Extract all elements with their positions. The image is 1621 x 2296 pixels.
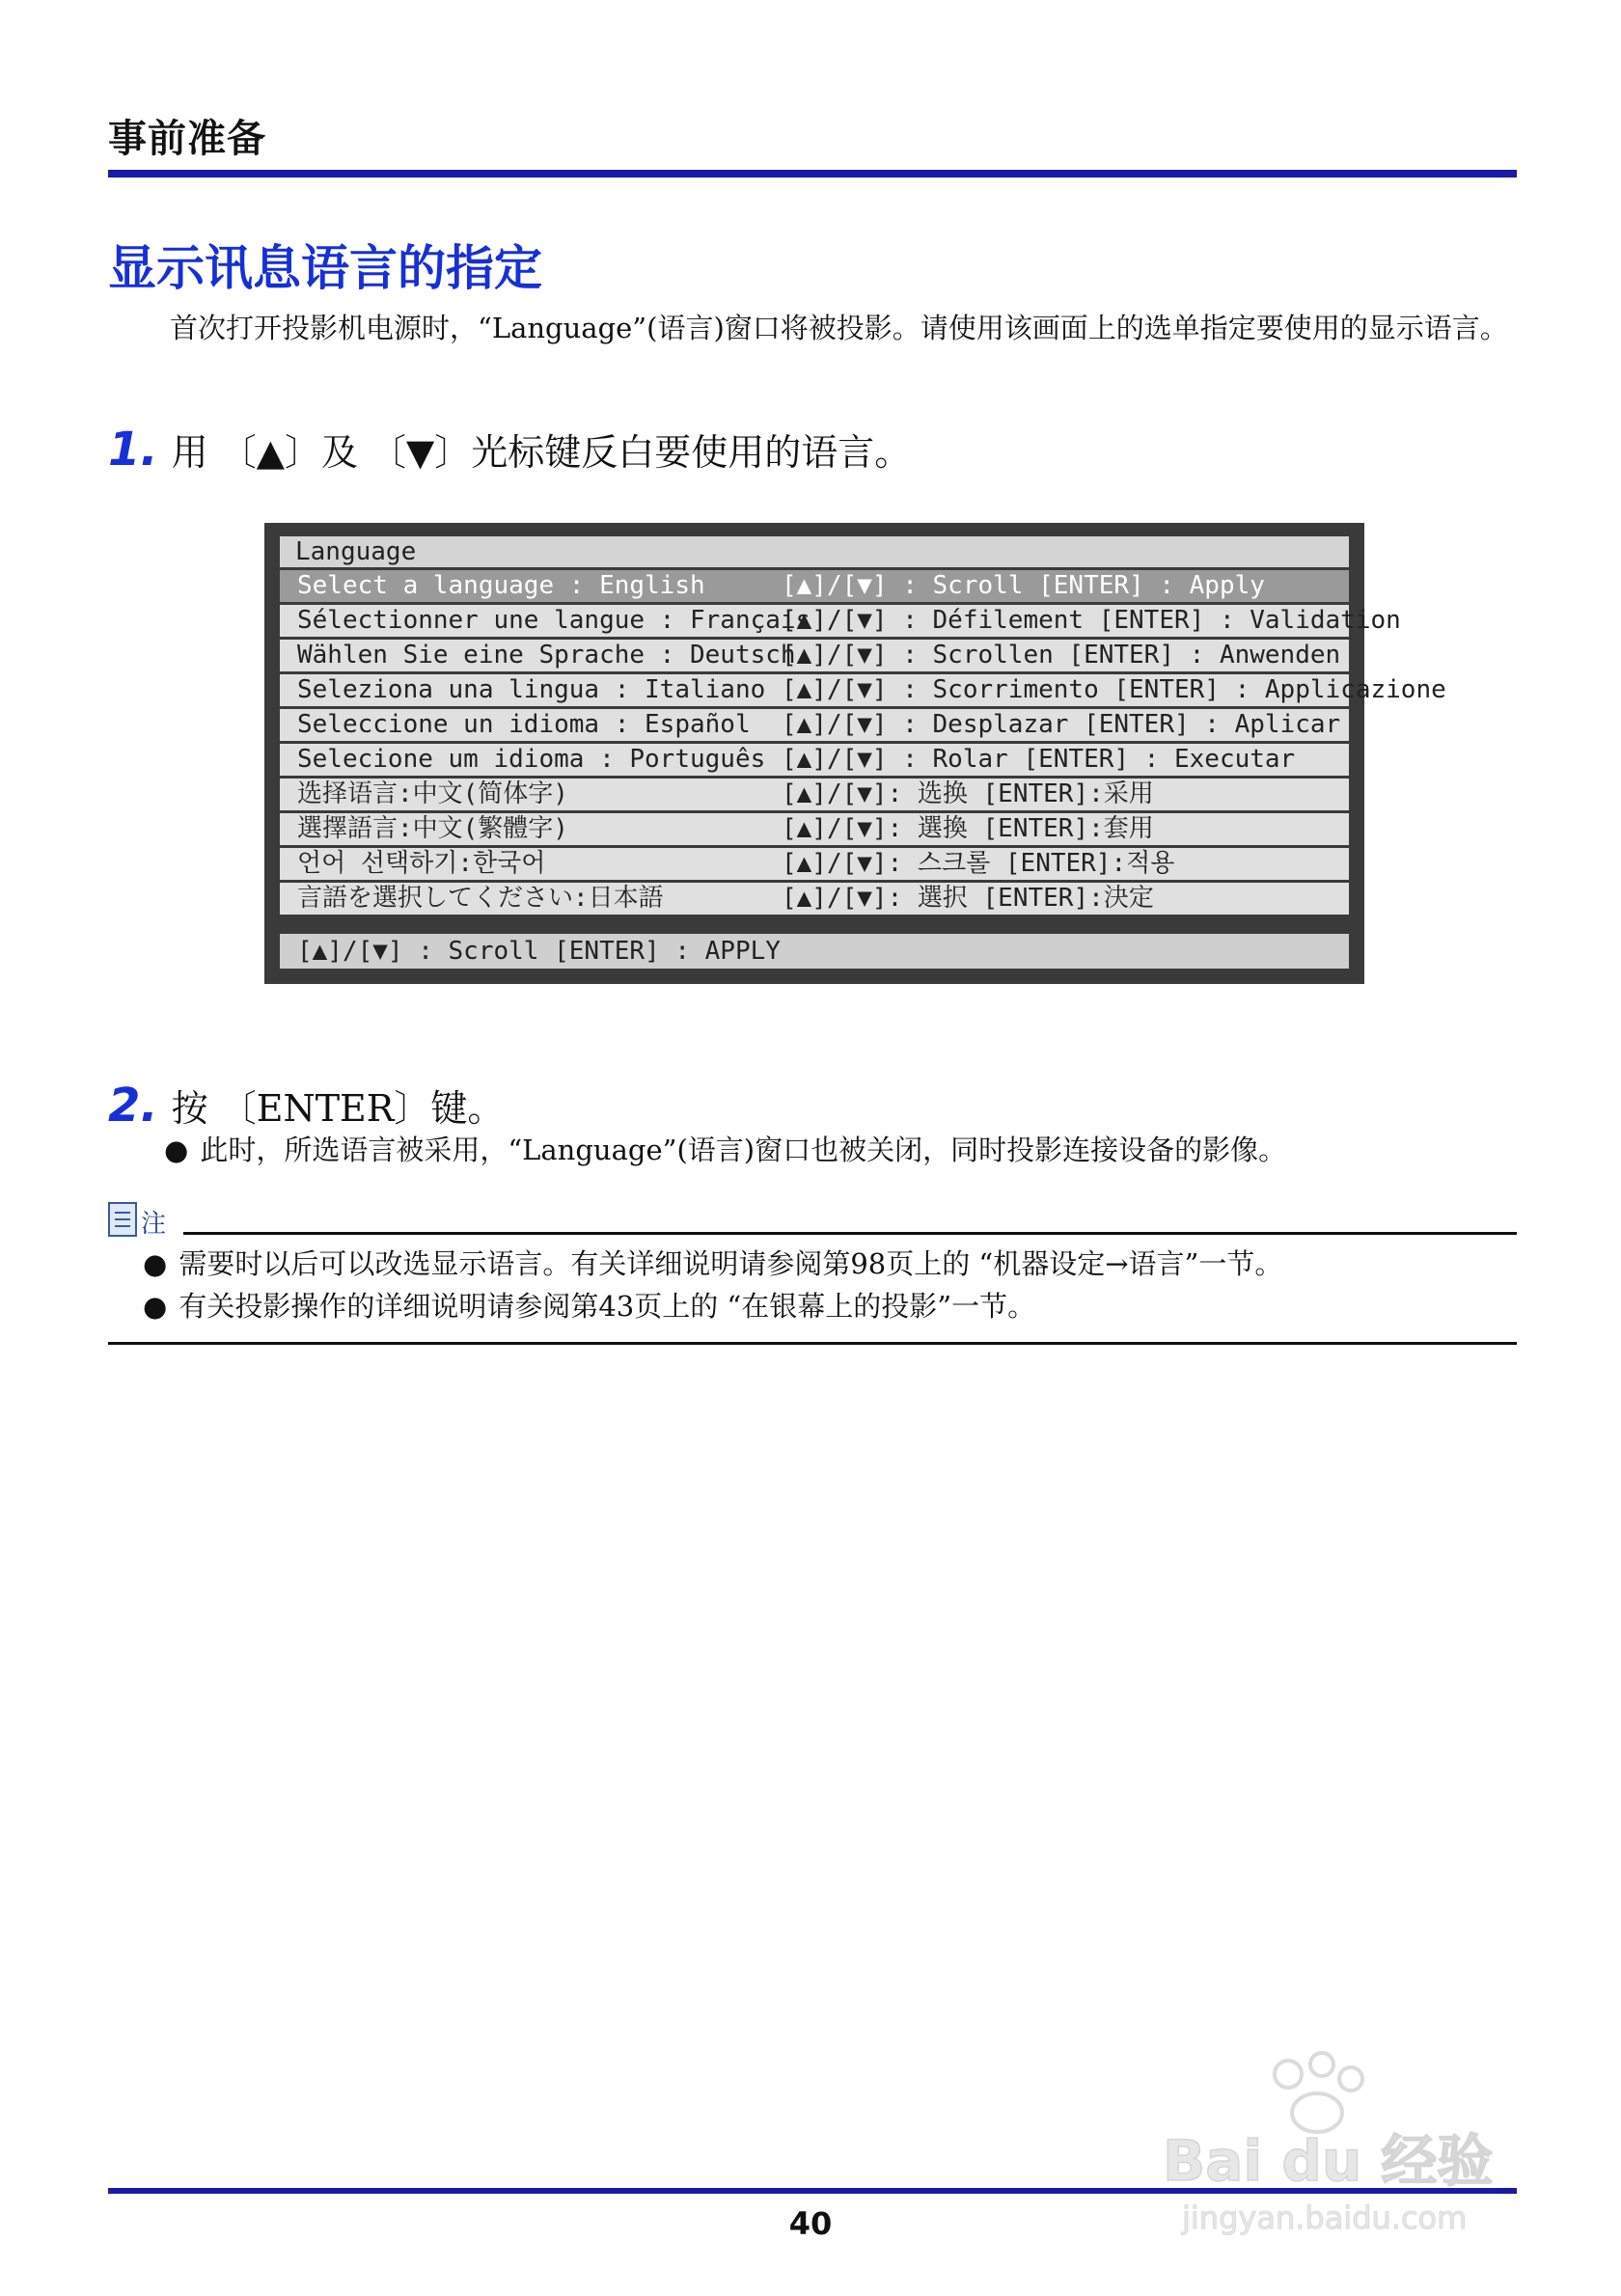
language-dialog [280,536,1446,969]
note-header [108,1202,166,1237]
language-option-label: Seleccione un idioma : Español [297,710,751,739]
language-option [280,744,1349,776]
language-option-keys: [▲]/[▼] : Scroll [ENTER] : Apply [782,571,1265,600]
page-number: 40 [788,2205,833,2242]
language-option [280,779,1349,810]
language-option-keys: [▲]/[▼] : Scrollen [ENTER] : Anwenden [782,641,1341,670]
language-option [280,883,1349,915]
note-rule-bottom [108,1342,1517,1345]
note-item [143,1287,1035,1326]
note-label: 注 [141,1210,167,1239]
dialog-footer: [▲]/[▼] : Scroll [ENTER] : APPLY [280,934,1349,969]
baidu-watermark [1153,2036,1558,2248]
language-option-label: Selecione um idioma : Português [297,745,766,774]
language-option-label: Seleziona una lingua : Italiano [297,675,766,704]
language-option-keys: [▲]/[▼] : Défilement [ENTER] : Validation [782,606,1401,635]
language-option-label: Wählen Sie eine Sprache : Deutsch [297,641,796,670]
language-option [280,848,1349,880]
language-option [280,674,1446,706]
language-option-label: Sélectionner une langue : Français [297,606,811,635]
note-icon [108,1202,137,1237]
step-2-bullet-text: 此时，所选语言被采用，“Language”(语言)窗口也被关闭，同时投影连接设备的影像。 [200,1134,1287,1166]
language-option [280,570,1349,602]
step-1-text: 用 〔▲〕及 〔▼〕光标键反白要使用的语言。 [171,431,912,474]
language-option-keys: [▲]/[▼]: 스크롤 [ENTER]:적용 [782,849,1175,878]
step-2 [108,1079,504,1133]
language-option [280,709,1349,741]
header-title: 事前准备 [108,117,266,161]
note-item-text: 有关投影操作的详细说明请参阅第43页上的 “在银幕上的投影”一节。 [179,1290,1036,1323]
language-option-keys: [▲]/[▼] : Scorrimento [ENTER] : Applicazione [782,675,1446,704]
language-option [280,605,1401,637]
note-item-text: 需要时以后可以改选显示语言。有关详细说明请参阅第98页上的 “机器设定→语言”一节。 [179,1247,1283,1280]
language-option [280,813,1349,845]
bullet-icon: ● [143,1290,168,1323]
language-option-label: 言語を選択してください:日本語 [297,884,664,913]
dialog-title: Language [280,536,1349,567]
step-2-number: 2. [108,1079,158,1133]
step-1-number: 1. [108,423,158,477]
step-2-bullet [164,1131,1286,1169]
note-rule-top [183,1232,1517,1235]
note-item [143,1244,1282,1283]
step-2-text: 按 〔ENTER〕键。 [171,1087,505,1130]
watermark-url: jingyan.baidu.com [1182,2200,1468,2236]
language-option-keys: [▲]/[▼]: 選換 [ENTER]:套用 [782,814,1154,843]
header-rule [108,170,1517,178]
language-option-keys: [▲]/[▼]: 選択 [ENTER]:決定 [782,884,1154,913]
language-option-label: 选择语言:中文(简体字) [297,779,568,808]
bullet-icon: ● [164,1134,189,1166]
language-option [280,640,1349,671]
language-option-label: Select a language : English [297,571,705,600]
language-option-label: 選擇語言:中文(繁體字) [297,814,568,843]
section-title: 显示讯息语言的指定 [108,240,542,296]
watermark-brand: Bai du 经验 [1163,2128,1494,2194]
intro-paragraph: 首次打开投影机电源时，“Language”(语言)窗口将被投影。请使用该画面上的选单指定要使用的显示语言。 [170,312,1508,344]
step-1 [108,423,911,477]
language-option-keys: [▲]/[▼]: 选换 [ENTER]:采用 [782,779,1154,808]
language-dialog-screenshot [264,523,1446,984]
language-list [280,570,1446,915]
bullet-icon: ● [143,1247,168,1280]
language-option-keys: [▲]/[▼] : Desplazar [ENTER] : Aplicar [782,710,1341,739]
language-option-keys: [▲]/[▼] : Rolar [ENTER] : Executar [782,745,1296,774]
language-option-label: 언어 선택하기:한국어 [297,849,546,878]
